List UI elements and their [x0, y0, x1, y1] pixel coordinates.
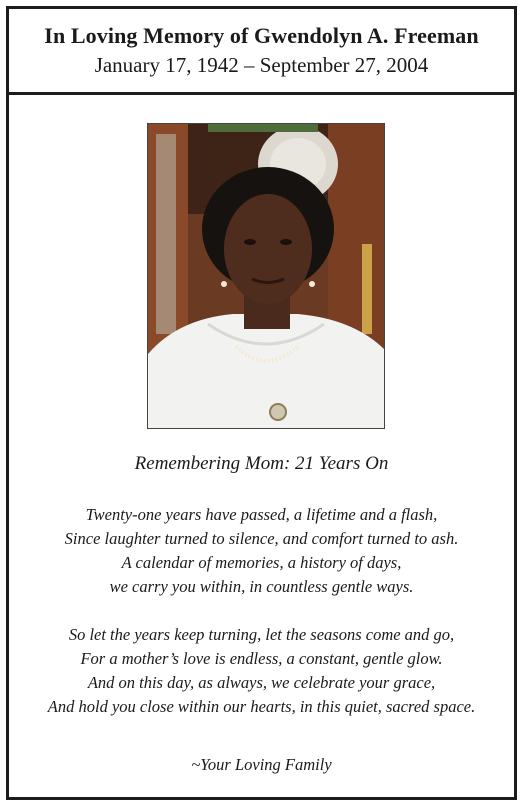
- poem-line: A calendar of memories, a history of days,: [121, 553, 402, 572]
- family-signoff: ~Your Loving Family: [191, 755, 332, 774]
- poem-line: Since laughter turned to silence, and comfort turned to ash.: [64, 529, 459, 548]
- life-dates: January 17, 1942 – September 27, 2004: [94, 53, 429, 77]
- poem-line: So let the years keep turning, let the seasons come and go,: [68, 625, 455, 644]
- poem-heading: Remembering Mom: 21 Years On: [134, 453, 389, 474]
- portrait-photo: [147, 123, 385, 429]
- poem-stanza-2: [9, 623, 514, 719]
- poem-stanza-1: [9, 503, 514, 599]
- memorial-title: In Loving Memory of Gwendolyn A. Freeman: [44, 23, 479, 48]
- header-divider: [9, 92, 514, 95]
- poem-line: And on this day, as always, we celebrate your grace,: [87, 673, 436, 692]
- memorial-card: [6, 6, 517, 800]
- poem-line: And hold you close within our hearts, in this quiet, sacred space.: [47, 697, 476, 716]
- poem-line: For a mother’s love is endless, a constant, gentle glow.: [80, 649, 443, 668]
- poem-line: we carry you within, in countless gentle ways.: [109, 577, 414, 596]
- poem-line: Twenty-one years have passed, a lifetime and a flash,: [85, 505, 438, 524]
